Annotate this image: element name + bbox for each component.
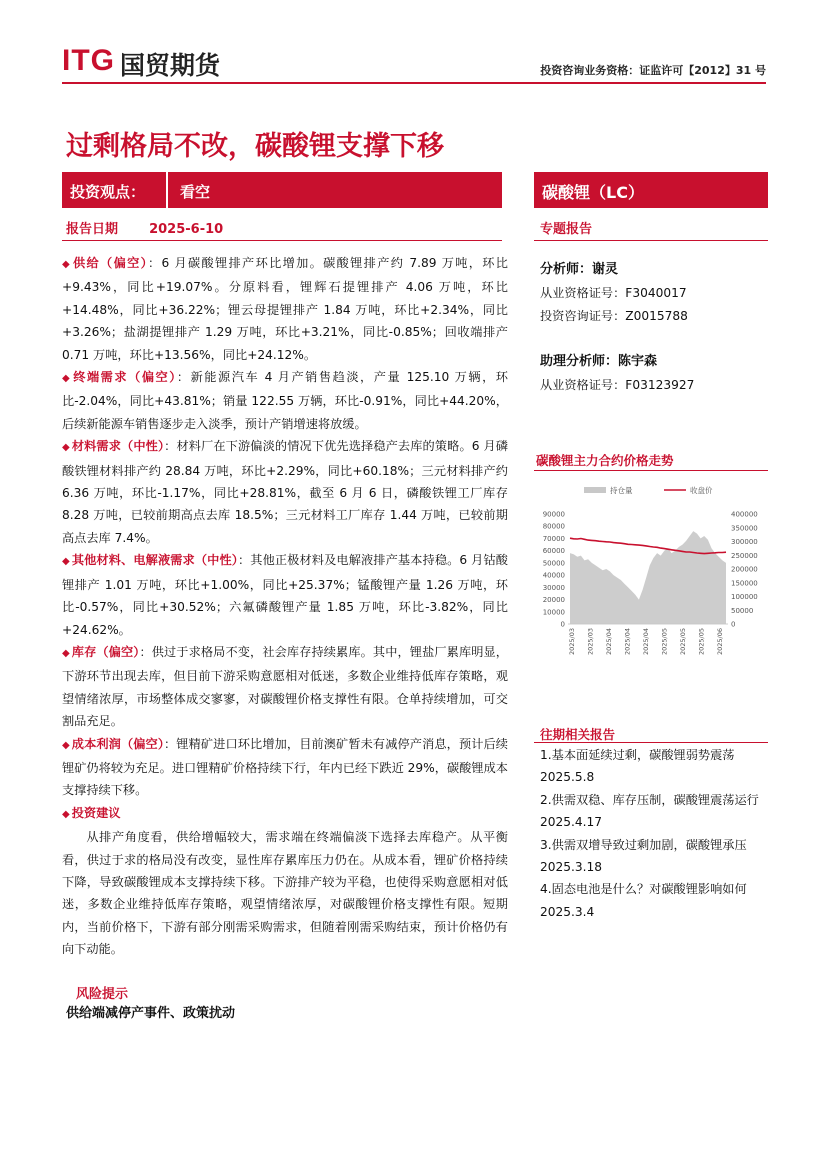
related-report-item[interactable]: 1.基本面延续过剩，碳酸锂弱势震荡 2025.5.8 <box>540 748 735 785</box>
left-tick-label: 60000 <box>542 547 565 556</box>
series-open-interest-area <box>570 531 726 624</box>
chart-plot <box>570 531 726 624</box>
diamond-bullet-icon: ◆ <box>62 373 72 385</box>
left-tick-label: 10000 <box>542 608 565 617</box>
investment-view-bar <box>62 172 502 208</box>
license-text: 投资咨询业务资格：证监许可【2012】31 号 <box>540 64 766 77</box>
analyst-cert-1: 从业资格证号：F3040017 <box>540 286 687 300</box>
right-tick-label: 400000 <box>731 510 758 519</box>
chart-title: 碳酸锂主力合约价格走势 <box>536 453 674 468</box>
related-report-item[interactable]: 2.供需双稳、库存压制，碳酸锂震荡运行 2025.4.17 <box>540 792 759 830</box>
section-other-materials: ◆ 其他材料、电解液需求（中性）：其他正极材料及电解液排产基本持稳。6 月钴酸锂排产 1.01 万吨，环比+1.00%，同比+25.37%；锰酸锂产量 1.26 万吨，环比-0.57%，同比+30.52%；六氟磷酸锂产量 1.85 万吨，环比-3.82%，同比+24.62%。 <box>62 553 508 637</box>
left-tick-label: 50000 <box>542 559 565 568</box>
section-cost-profit: ◆ 成本利润（偏空）：锂精矿进口环比增加，目前澳矿暂未有减停产消息，预计后续锂矿仍将较为充足。进口锂精矿价格持续下行，年内已经下跌近 29%，碳酸锂成本支撑持续下移。 <box>62 736 508 798</box>
analyst-name: 分析师：谢灵 <box>540 262 619 277</box>
x-tick-label: 2025/06 <box>716 628 724 656</box>
report-date-label: 报告日期 <box>66 222 119 237</box>
x-tick-label: 2025/04 <box>623 628 632 656</box>
right-tick-label: 250000 <box>731 551 758 560</box>
risk-text: 供给端减停产事件、政策扰动 <box>66 1006 236 1021</box>
product-name: 碳酸锂（LC） <box>542 183 644 202</box>
chart-divider <box>534 470 768 471</box>
view-label: 投资观点： <box>70 183 146 201</box>
diamond-bullet-icon: ◆ <box>62 259 72 270</box>
section-terminal-demand: ◆ 终端需求（偏空）：新能源汽车 4 月产销售趋淡，产量 125.10 万辆，环比-2.04%，同比+43.81%；销量 122.55 万辆，环比-0.91%，同比+44.20%，后续新能源车销售逐步走入淡季，预计产销增速将放缓。 <box>62 370 508 431</box>
left-tick-label: 80000 <box>542 522 565 531</box>
right-tick-label: 50000 <box>731 606 754 615</box>
section-advice-heading: ◆ 投资建议 <box>62 805 121 820</box>
x-tick-label: 2025/05 <box>697 628 706 656</box>
view-separator <box>166 172 168 208</box>
brand-name: 国贸期货 <box>120 51 221 80</box>
assistant-cert: 从业资格证号：F03123927 <box>540 378 695 392</box>
x-tick-label: 2025/05 <box>660 628 669 656</box>
related-divider <box>534 742 768 743</box>
right-tick-label: 150000 <box>731 579 758 588</box>
view-value: 看空 <box>180 183 211 201</box>
right-tick-label: 350000 <box>731 524 758 533</box>
x-tick-label: 2025/03 <box>586 628 595 656</box>
analysis-body <box>62 252 508 961</box>
advice-text: 从排产角度看，供给增幅较大，需求端在终端偏淡下选择去库稳产。从平衡看，供过于求的格局没有改变，显性库存累库压力仍在。从成本看，锂矿价格持续下降，导致碳酸锂成本支撑持续下移。下游排产较为平稳，也使得采购意愿相对低迷，多数企业维持低库存策略，观望情绪浓厚，对碳酸锂价格支撑性有限。短期内，当前价格下，下游有部分刚需采购需求，但随着刚需采购结束，预计价格仍有向下动能。 <box>62 830 508 957</box>
x-tick-label: 2025/04 <box>605 628 613 656</box>
left-tick-label: 40000 <box>542 571 565 580</box>
analyst-cert-2: 投资咨询证号：Z0015788 <box>540 309 688 323</box>
left-tick-label: 90000 <box>542 510 565 519</box>
product-bar <box>534 172 768 208</box>
section-material-demand: ◆ 材料需求（中性）：材料厂在下游偏淡的情况下优先选择稳产去库的策略。6 月磷酸铁锂材料排产约 28.84 万吨，环比+2.29%，同比+60.18%；三元材料排产约 6.36 万吨，环比-1.17%，同比+28.81%，截至 6 月 6 日，磷酸铁锂工厂库存 8.28 万吨，已较前期高点去库 18.5%；三元材料工厂库存 1.44 万吨，已较前期高点去库 7.4%。 <box>62 439 508 545</box>
report-title: 过剩格局不改，碳酸锂支撑下移 <box>66 131 444 162</box>
section-inventory: ◆ 库存（偏空）：供过于求格局不变，社会库存持续累库。其中，锂盐厂累库明显，下游环节出现去库，但目前下游采购意愿相对低迷，多数企业维持低库存策略，观望情绪浓厚，市场整体成交寥寥，对碳酸锂价格支撑性有限。仓单持续增加，可交割品充足。 <box>62 644 508 729</box>
price-chart <box>534 478 768 698</box>
assistant-analyst-name: 助理分析师：陈宇森 <box>540 354 658 369</box>
right-tick-label: 200000 <box>731 565 758 574</box>
brand-logo: ITG <box>62 44 115 77</box>
report-date <box>66 218 223 237</box>
related-reports-list <box>540 744 766 923</box>
x-tick-label: 2025/03 <box>568 628 576 656</box>
report-date-value: 2025-6-10 <box>149 222 224 237</box>
left-tick-label: 30000 <box>542 583 565 592</box>
sidebar-divider <box>534 240 768 241</box>
related-report-item[interactable]: 4.固态电池是什么？对碳酸锂影响如何 2025.3.4 <box>540 882 747 919</box>
x-tick-label: 2025/04 <box>642 628 650 656</box>
legend-label-close-price: 收盘价 <box>690 486 713 495</box>
related-report-item[interactable]: 3.供需双增导致过剩加剧，碳酸锂承压 2025.3.18 <box>540 837 747 875</box>
diamond-bullet-icon: ◆ <box>62 647 70 659</box>
left-tick-label: 0 <box>560 620 565 629</box>
diamond-bullet-icon: ◆ <box>62 442 70 454</box>
right-tick-label: 300000 <box>731 538 758 546</box>
risk-title: 风险提示 <box>76 987 129 1002</box>
legend-swatch-open-interest <box>584 487 606 493</box>
diamond-bullet-icon: ◆ <box>62 739 70 751</box>
date-divider <box>62 240 502 241</box>
report-type: 专题报告 <box>540 222 593 237</box>
right-tick-label: 100000 <box>731 593 758 601</box>
related-reports-title: 往期相关报告 <box>540 727 616 742</box>
diamond-bullet-icon: ◆ <box>62 808 70 820</box>
left-tick-label: 70000 <box>542 534 565 543</box>
section-supply: ◆ 供给（偏空）：6 月碳酸锂排产环比增加。碳酸锂排产约 7.89 万吨，环比+9.43%，同比+19.07%。分原料看，锂辉石提锂排产 4.06 万吨，环比+14.48%，同比+36.22%；锂云母提锂排产 1.84 万吨，环比+2.34%，同比+3.26%；盐湖提锂排产 1.29 万吨，环比+3.21%，同比-0.85%；回收端排产 0.71 万吨，环比+13.56%，同比+24.12%。 <box>62 256 508 362</box>
header-divider <box>62 82 766 84</box>
right-tick-label: 0 <box>731 620 736 629</box>
legend-label-open-interest: 持仓量 <box>610 486 633 495</box>
chart-legend <box>584 485 713 495</box>
x-tick-label: 2025/05 <box>679 628 687 656</box>
diamond-bullet-icon: ◆ <box>62 556 70 568</box>
left-tick-label: 20000 <box>542 596 565 605</box>
